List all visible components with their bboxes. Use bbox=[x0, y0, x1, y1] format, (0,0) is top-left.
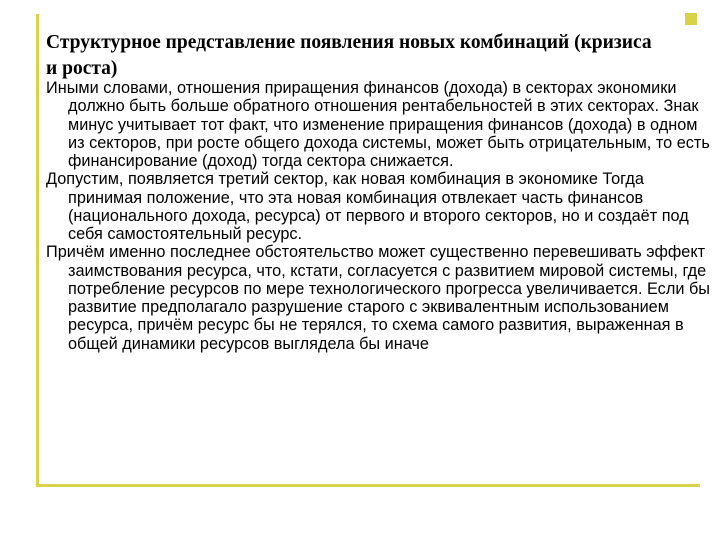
paragraph-3: Причём именно последнее обстоятельство может существенно перевешивать эффект заимствования ресурса, что, кстати, согласуется с развитием мировой системы, где потребление ресурсов по мере технологического прогресса увеличивается. Если бы развитие предполагало разрушение старого с эквивалентным использованием ресурса, причём ресурс бы не терялся, то схема самого развития, выраженная в общей динамики ресурсов выглядела бы иначе bbox=[46, 243, 710, 353]
corner-square-decoration bbox=[685, 13, 697, 25]
left-accent-line bbox=[36, 14, 39, 484]
slide-title: Структурное представление появления новых комбинаций (кризиса и роста) bbox=[46, 32, 652, 79]
paragraph-2: Допустим, появляется третий сектор, как новая комбинация в экономике Тогда принимая положение, что эта новая комбинация отвлекает часть финансов (национального дохода, ресурса) от первого и второго секторов, но и создаёт под себя самостоятельный ресурс. bbox=[46, 170, 689, 243]
slide-body bbox=[46, 79, 714, 353]
paragraph-1: Иными словами, отношения приращения финансов (дохода) в секторах экономики должно быть больше обратного отношения рентабельностей в этих секторах. Знак минус учитывает тот факт, что изменение приращения финансов (дохода) в одном из секторов, при росте общего дохода системы, может быть отрицательным, то есть финансирование (доход) тогда сектора снижается. bbox=[46, 79, 710, 170]
bottom-accent-line bbox=[36, 484, 700, 487]
